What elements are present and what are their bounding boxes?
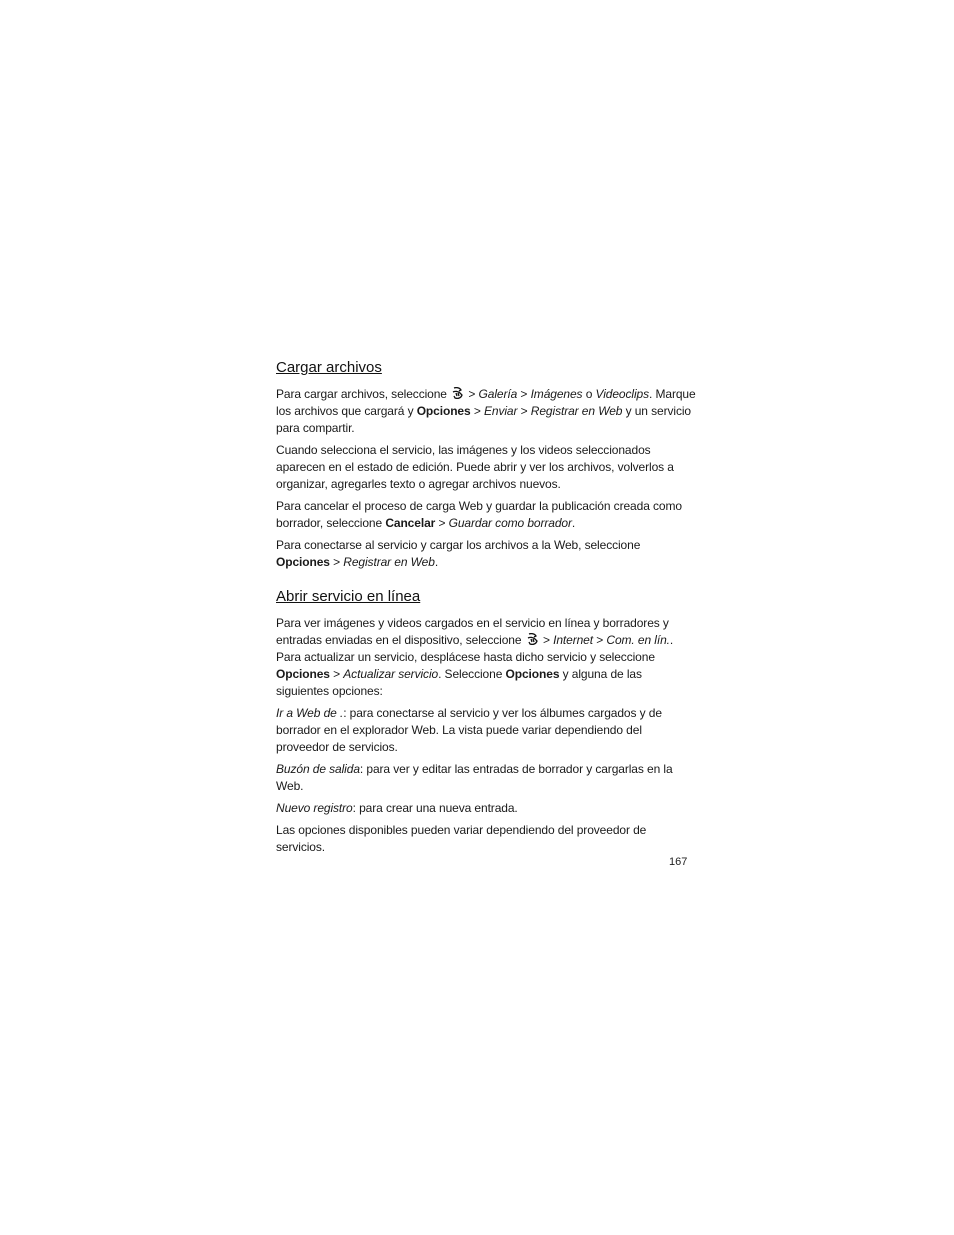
menu-path-videoclips: Videoclips [595,387,649,401]
softkey-cancelar: Cancelar [385,516,436,530]
paragraph-conectarse [276,537,696,571]
document-page [276,356,696,861]
text: . Seleccione [438,667,503,681]
paragraph-abrir-intro [276,615,696,700]
menu-path-internet: Internet [553,633,593,647]
option-nuevo-registro [276,800,696,817]
text: Para conectarse al servicio y cargar los archivos a la Web, seleccione [276,538,641,552]
text: o [585,387,593,401]
softkey-opciones: Opciones [276,667,330,681]
option-label: Buzón de salida [276,762,360,776]
text: > [473,404,481,418]
paragraph-cargar-intro [276,386,696,437]
text: > [596,633,604,647]
menu-path-com-en-lin: Com. en lín. [606,633,670,647]
section-heading-cargar-archivos: Cargar archivos [276,359,382,376]
text: > [333,555,341,569]
option-buzon-de-salida [276,761,696,795]
option-label: Ir a Web de . [276,706,344,720]
text: Para cargar archivos, seleccione [276,387,447,401]
text: > [520,387,528,401]
menu-path-imagenes: Imágenes [530,387,583,401]
menu-key-icon [527,633,538,646]
paragraph-edicion: Cuando selecciona el servicio, las imágenes y los videos seleccionados aparecen en el estado de edición. Puede abrir y ver los archivos, volverlos a organizar, agregarles texto o agregar archivos nuevos. [276,443,674,491]
text: > [520,404,528,418]
softkey-opciones: Opciones [505,667,560,681]
softkey-opciones: Opciones [416,404,471,418]
softkey-opciones: Opciones [276,555,330,569]
text: . Marque los archivos que cargará y [276,387,696,418]
text: . [434,555,439,569]
option-label: Nuevo registro [276,801,353,815]
text: Para ver imágenes y videos cargados en el servicio en línea y borradores y entradas enviadas en el dispositivo, seleccione [276,616,669,647]
option-ir-a-web [276,705,696,756]
section-abrir-servicio [276,585,696,856]
text: > [333,667,341,681]
text: > [438,516,446,530]
paragraph-cancelar [276,498,696,532]
menu-key-icon [452,387,463,400]
text: y un servicio para compartir. [276,404,691,435]
text: . [571,516,576,530]
option-description: : para conectarse al servicio y ver los álbumes cargados y de borrador en el explorador Web. La vista puede variar dependiendo del proveedor de servicios. [276,706,662,754]
menu-path-guardar-como-borrador: Guardar como borrador [448,516,572,530]
menu-path-galeria: Galería [478,387,518,401]
text: > [542,633,550,647]
paragraph-nota-proveedor: Las opciones disponibles pueden variar dependiendo del proveedor de servicios. [276,823,647,854]
section-cargar-archivos [276,356,696,571]
page-number: 167 [669,856,688,868]
text: . Para actualizar un servicio, desplácese hasta dicho servicio y seleccione [276,633,674,664]
option-description: : para ver y editar las entradas de borrador y cargarlas en la Web. [276,762,673,793]
section-heading-abrir-servicio: Abrir servicio en línea [276,588,421,605]
option-description: : para crear una nueva entrada. [352,801,518,815]
text: Para cancelar el proceso de carga Web y guardar la publicación creada como borrador, seleccione [276,499,682,530]
text: y alguna de las siguientes opciones: [276,667,642,698]
menu-path-registrar-en-web: Registrar en Web [530,404,623,418]
menu-path-registrar-en-web: Registrar en Web [343,555,435,569]
menu-path-enviar: Enviar [483,404,518,418]
text: > [468,387,476,401]
menu-path-actualizar-servicio: Actualizar servicio [343,667,439,681]
